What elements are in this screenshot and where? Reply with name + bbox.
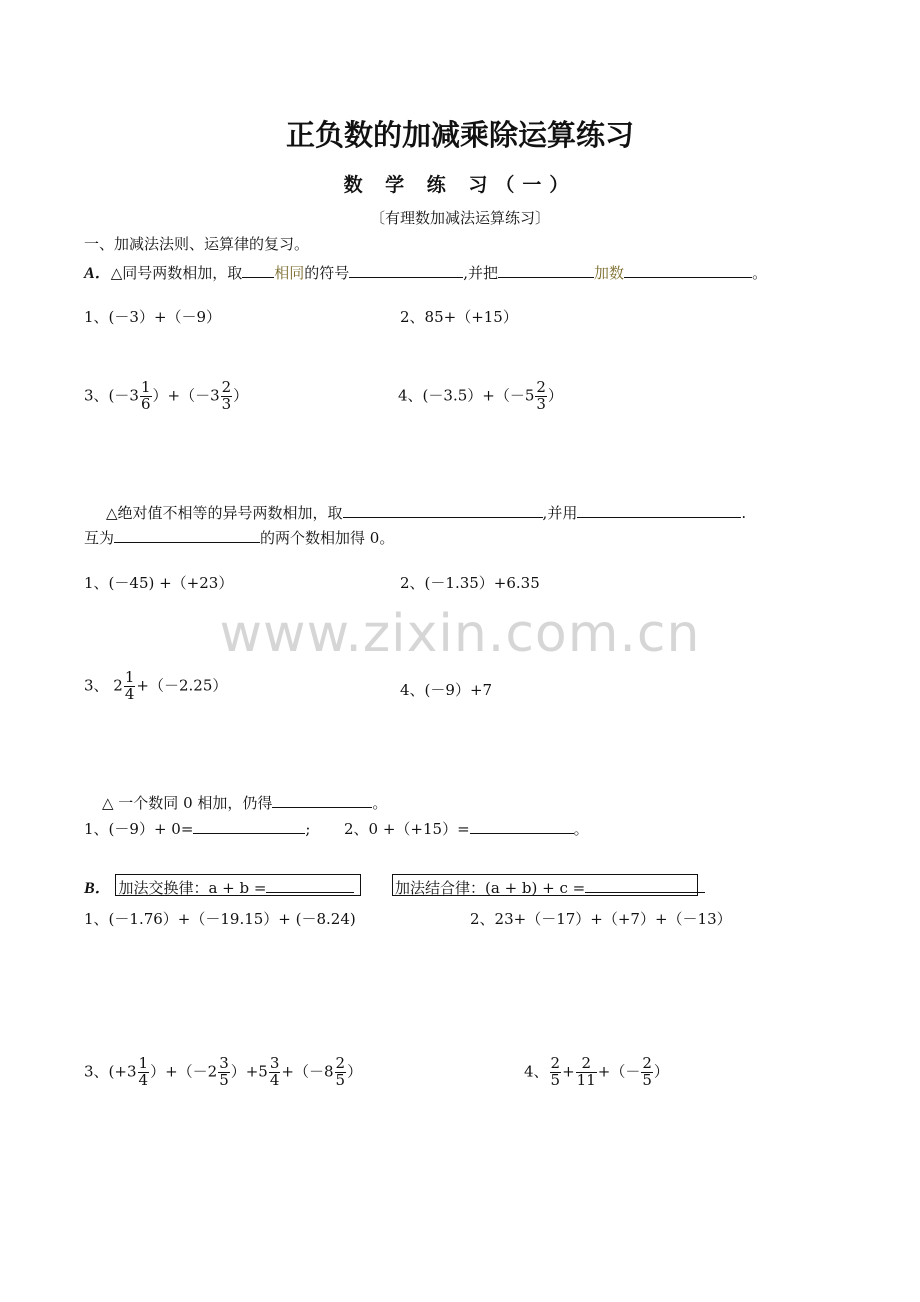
rule-zero: △ 一个数同 0 相加，仍得 。	[102, 794, 388, 812]
exercise-c4: 4、 $\frac{2}{5}$ + $\frac{2}{11}$ +（－ $\frac{2}{5}$ ）	[524, 1054, 669, 1089]
blank	[624, 262, 752, 278]
answer-fill-2: 加数	[594, 264, 625, 282]
part-b-laws	[84, 874, 361, 897]
watermark: www.zixin.com.cn	[219, 604, 701, 664]
exercise-b2: 2、(－1.35）+6.35	[400, 574, 540, 592]
fraction: $\frac{2}{5}$	[642, 1054, 652, 1089]
exercise-b1: 1、(－45) +（+23）	[84, 574, 234, 592]
exercise-a1: 1、(－3）+（－9）	[84, 308, 222, 326]
document-subtitle: 数 学 练 习（一）	[343, 174, 577, 196]
answer-fill-1: 相同	[274, 264, 305, 282]
fraction: $\frac{1}{6}$	[140, 378, 151, 413]
blank	[349, 262, 463, 278]
rule-same-sign: A．△同号两数相加，取 相同的符号 ,并把 加数 。	[84, 264, 768, 282]
blank	[577, 502, 741, 518]
blank	[193, 818, 305, 834]
blank	[272, 792, 372, 808]
exercise-a3: 3、(－3 $\frac{1}{6}$ ）+（－3 $\frac{2}{3}$ ）	[84, 378, 249, 413]
exercise-a2: 2、85+（+15）	[400, 308, 518, 326]
part-b-label: B．	[84, 880, 111, 897]
blank	[470, 818, 574, 834]
blank	[343, 502, 543, 518]
rule-opposite-sign: △绝对值不相等的异号两数相加，取 ,并用 .	[106, 504, 747, 522]
exercise-c2: 2、23+（－17）+（+7）+（－13）	[470, 910, 732, 928]
exercise-b4: 4、(－9）+7	[400, 681, 493, 699]
fraction: $\frac{2}{3}$	[536, 378, 546, 413]
exercise-c3: 3、(+3 $\frac{1}{4}$ ）+（－2 $\frac{3}{5}$ ）+5 $\frac{3}{4}$ +（－8 $\frac{2}{5}$ ）	[84, 1054, 363, 1089]
part-a-label: A．	[84, 265, 111, 282]
exercise-zero-1: 1、(－9）+ 0= ;	[84, 820, 311, 838]
fraction: $\frac{3}{5}$	[219, 1054, 229, 1089]
exercise-c1: 1、(－1.76）+（－19.15）+ (－8.24)	[84, 910, 356, 928]
commutative-law-box: 加法交换律：a + b =	[115, 874, 361, 896]
document-title: 正负数的加减乘除运算练习	[285, 118, 634, 152]
subtitle-note: 〔有理数加减法运算练习〕	[369, 209, 550, 227]
exercise-zero-2: 2、0 +（+15）= 。	[344, 820, 589, 838]
fraction: $\frac{1}{4}$	[138, 1054, 149, 1089]
blank	[585, 877, 705, 893]
associative-law	[392, 874, 698, 896]
fraction: $\frac{3}{4}$	[269, 1054, 280, 1089]
fraction: $\frac{1}{4}$	[124, 668, 135, 703]
exercise-a4: 4、(－3.5）+（－5 $\frac{2}{3}$ ）	[398, 378, 563, 413]
associative-law-box: 加法结合律：(a + b) + c =	[392, 874, 698, 896]
exercise-b3: 3、 2 $\frac{1}{4}$ +（－2.25）	[84, 668, 228, 703]
fraction: $\frac{2}{11}$	[576, 1054, 596, 1089]
fraction: $\frac{2}{3}$	[221, 378, 232, 413]
blank	[114, 527, 260, 543]
section-heading: 一、加减法法则、运算律的复习。	[84, 235, 310, 253]
blank	[266, 877, 354, 893]
fraction: $\frac{2}{5}$	[550, 1054, 561, 1089]
blank	[498, 262, 594, 278]
fraction: $\frac{2}{5}$	[335, 1054, 346, 1089]
rule-opposites: 互为 的两个数相加得 0。	[84, 529, 395, 547]
